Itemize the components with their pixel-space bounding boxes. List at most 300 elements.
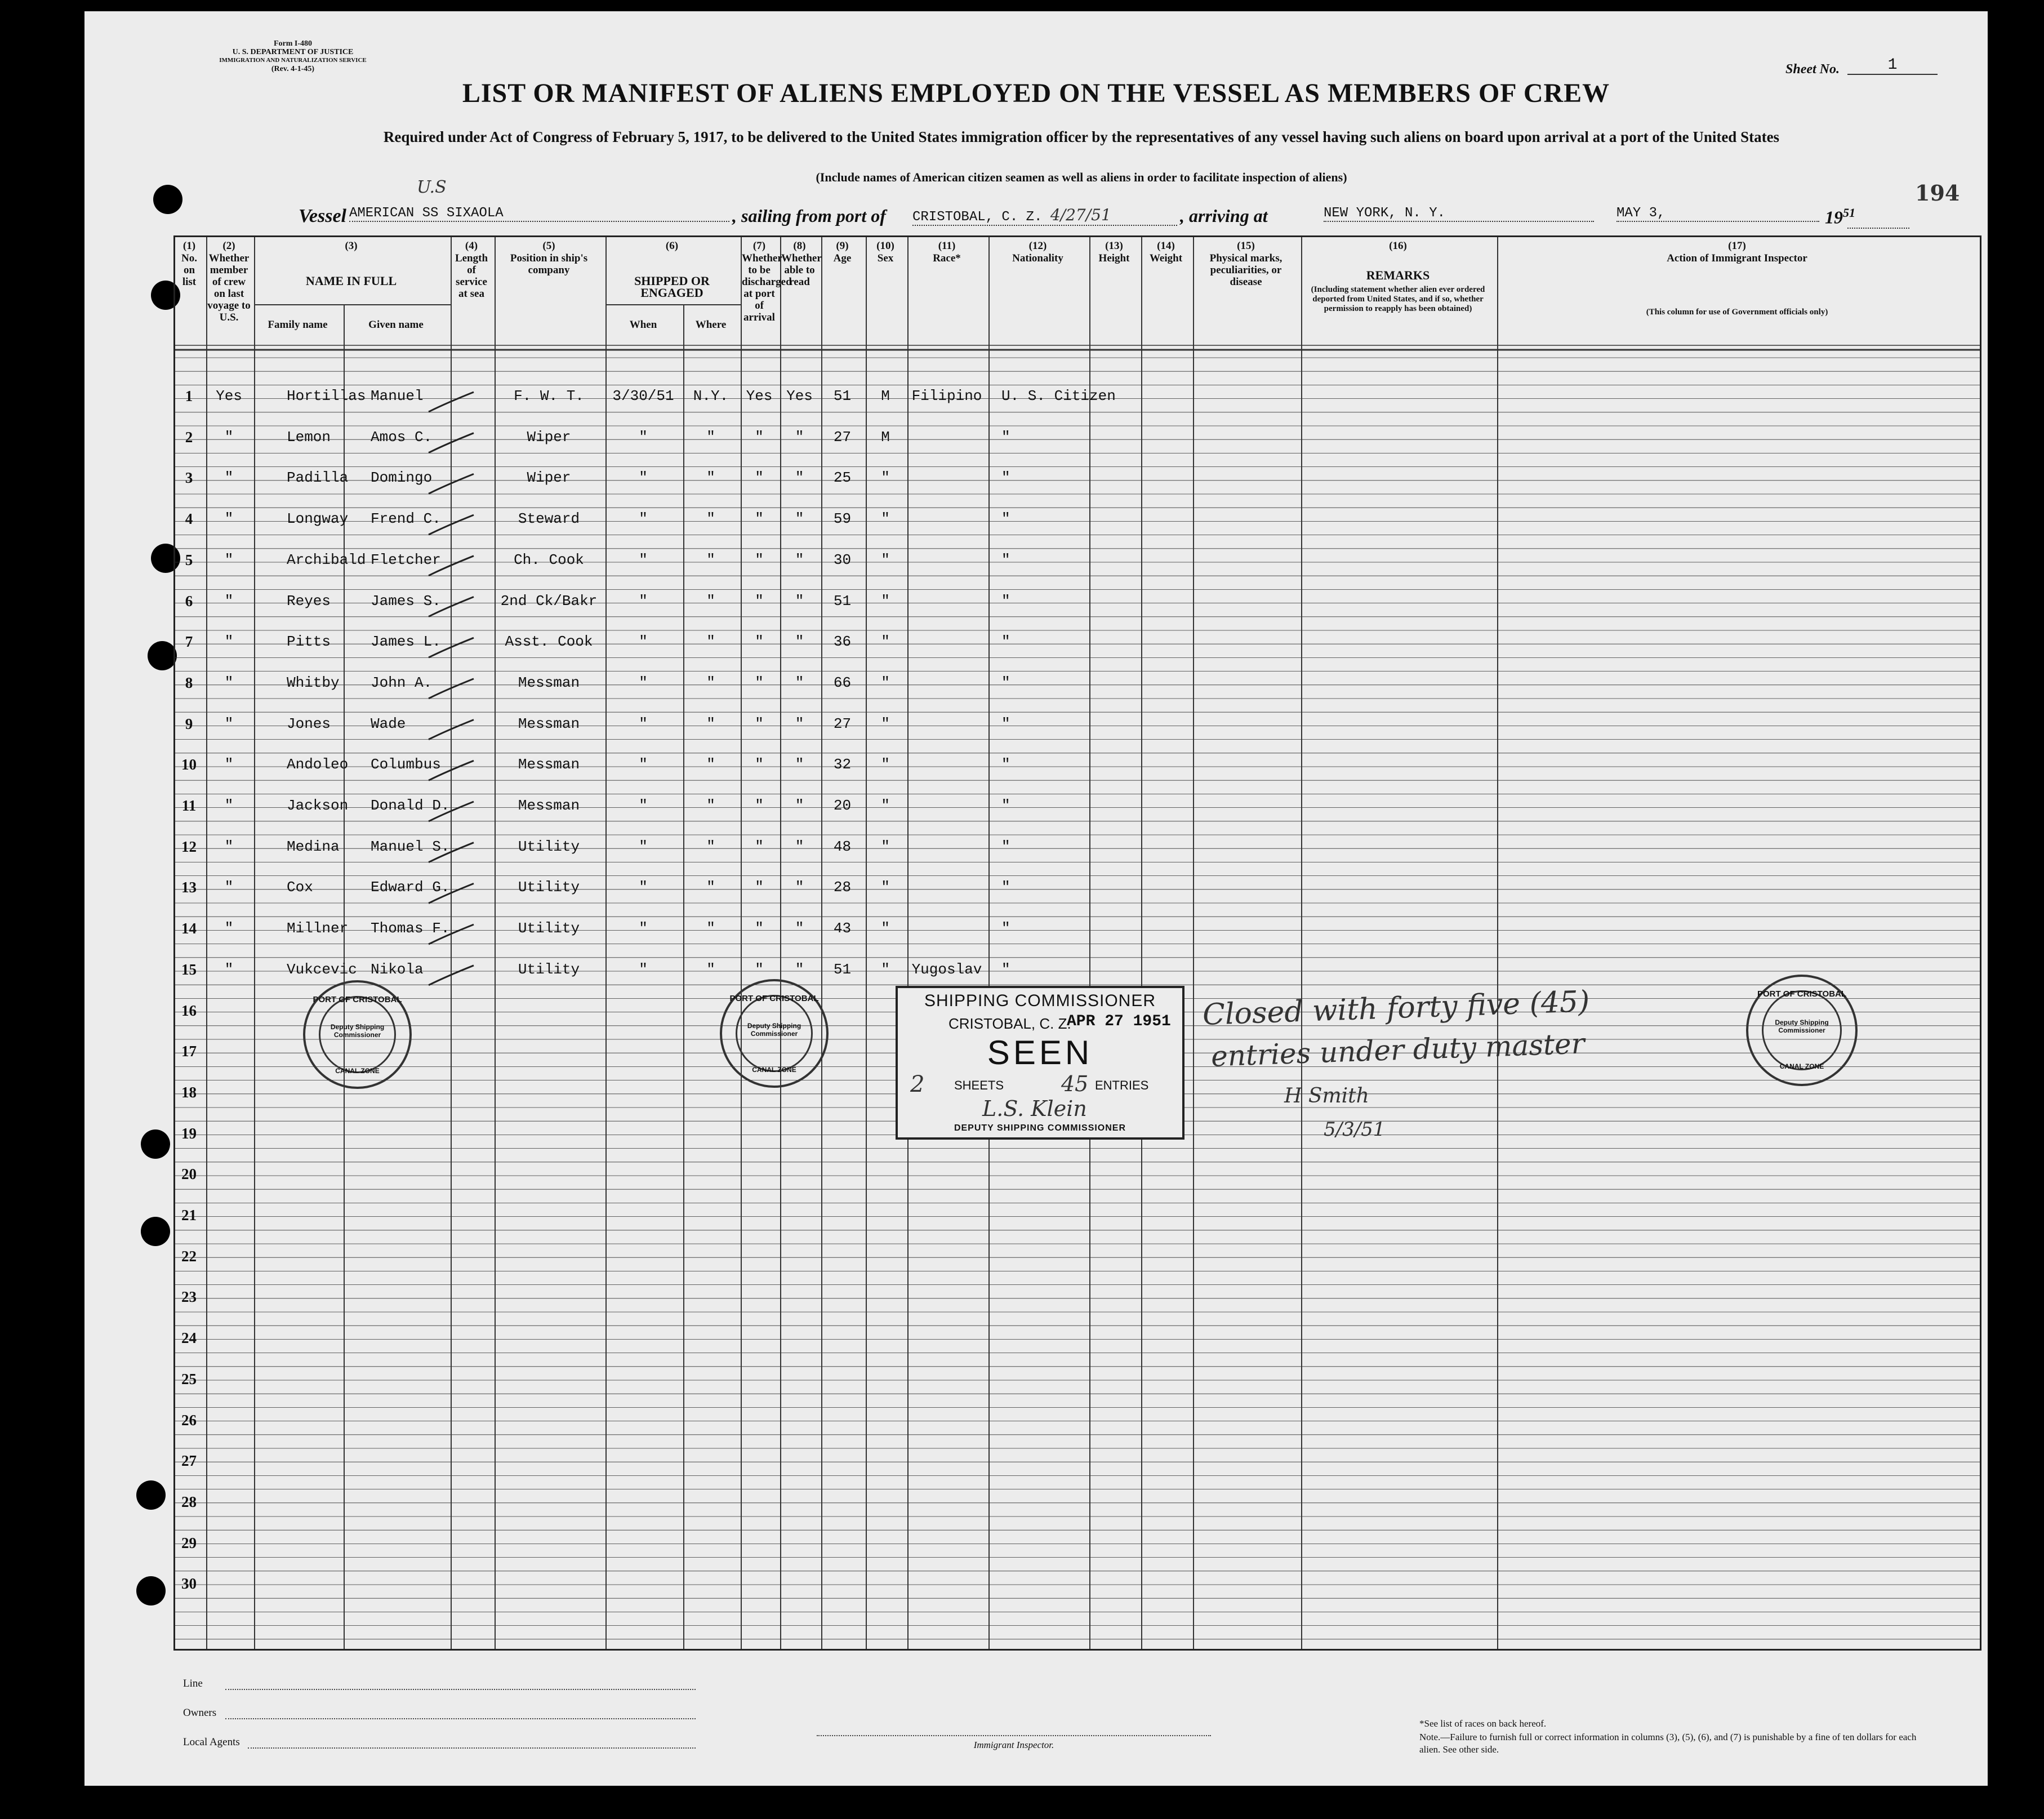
footer-owners-label: Owners [183,1707,217,1719]
crew-sex: " [881,756,890,773]
crew-given-name: John A. [371,674,433,691]
crew-shipped-when: " [639,797,648,814]
departure-port-text: CRISTOBAL, C. Z. [912,210,1043,225]
crew-race: Yugoslav [911,960,982,978]
row-number: 9 [185,715,193,732]
column-number: (1) [182,240,196,252]
crew-sex: " [881,633,890,651]
crew-able-to-read: " [795,797,804,814]
crew-last-voyage: " [224,510,234,528]
column-number: (5) [542,240,555,252]
crew-age: 27 [833,428,852,446]
crew-age: 43 [833,920,852,937]
crew-given-name: Amos C. [371,428,433,446]
crew-able-to-read: " [795,920,804,937]
departure-port [912,206,1177,226]
row-number: 12 [181,838,197,855]
punch-hole [141,1217,170,1246]
column-number: (15) [1237,240,1255,252]
row-number: 25 [181,1370,197,1387]
stamp-signature: L.S. Klein [982,1096,1087,1121]
stamp-title: SHIPPING COMMISSIONER [924,991,1156,1010]
crew-nationality: " [1001,879,1010,896]
crew-family-name: Hortillas [287,388,366,404]
form-service: IMMIGRATION AND NATURALIZATION SERVICE [219,57,367,64]
crew-discharged: " [755,797,764,814]
crew-position: F. W. T. [514,388,584,404]
crew-family-name: Jones [287,715,331,732]
table-body [173,235,1981,1651]
crew-shipped-when: " [639,592,648,610]
column-number: (3) [345,240,358,252]
column-number: (7) [752,240,766,252]
crew-able-to-read: " [795,838,804,855]
handwritten-date: 5/3/51 [1324,1118,1386,1141]
crew-discharged: " [755,960,764,978]
row-number: 22 [181,1247,197,1265]
row-number: 1 [185,388,193,404]
form-dept: U. S. DEPARTMENT OF JUSTICE [232,48,354,56]
crew-shipped-when: " [639,879,648,896]
footer-inspector-label: Immigrant Inspector. [973,1740,1054,1750]
row-number: 17 [181,1043,197,1060]
crew-family-name: Whitby [287,674,340,691]
crew-age: 36 [833,633,852,651]
footer-line-label: Line [183,1678,203,1689]
port-stamp-bottom-text: CANAL ZONE [752,1066,796,1074]
crew-discharged: " [755,838,764,855]
port-stamp-inner-text: Deputy Shipping Commissioner [747,1022,801,1038]
port-stamp-left [303,980,412,1089]
crew-discharged: " [755,428,764,446]
crew-given-name: Wade [371,715,406,732]
crew-last-voyage: " [224,879,234,896]
crew-able-to-read: " [795,756,804,773]
vessel-name: AMERICAN SS SIXAOLA [349,206,729,222]
column-number: (2) [222,240,235,252]
row-number: 28 [181,1493,197,1510]
column-number: (9) [836,240,849,252]
port-stamp-middle [720,979,829,1088]
crew-position: Messman [518,715,580,732]
crew-position: Steward [518,510,580,528]
crew-nationality: " [1001,674,1010,691]
vessel-label: Vessel [299,206,346,226]
column-header: No. on list [181,252,197,288]
crew-last-voyage: " [224,756,234,773]
crew-sex: " [881,592,890,610]
crew-race: Filipino [911,388,982,404]
column-number: (16) [1389,240,1407,252]
form-title: LIST OR MANIFEST OF ALIENS EMPLOYED ON THE VESSEL AS MEMBERS OF CREW [462,78,1610,108]
manifest-sheet [84,11,1988,1786]
crew-last-voyage: " [224,592,234,610]
crew-given-name: Donald D. [371,797,450,814]
crew-last-voyage: " [224,838,234,855]
crew-discharged: " [755,592,764,610]
crew-given-name: Edward G. [371,879,450,896]
crew-sex: M [881,388,890,404]
column-header: SHIPPED OR ENGAGED [634,274,710,300]
crew-age: 30 [833,551,852,568]
crew-shipped-when: " [639,469,648,487]
row-number: 26 [181,1411,197,1429]
crew-age: 28 [833,879,852,896]
crew-able-to-read: " [795,469,804,487]
crew-family-name: Millner [287,920,349,937]
column-header: NAME IN FULL [305,274,397,288]
footer-agents-field [248,1747,696,1749]
crew-position: Messman [518,756,580,773]
sheet-no-label: Sheet No. [1785,62,1840,77]
remarks-note: (Including statement whether alien ever ordered deported from United States, and if so, whether permission to reapply has been obtained) [1311,285,1485,313]
stamp-entries-count: 45 [1061,1071,1089,1096]
row-number: 19 [181,1124,197,1142]
year-underline [1847,228,1909,229]
row-number: 14 [181,920,197,937]
stamp-place: CRISTOBAL, C. Z. [948,1015,1071,1032]
crew-shipped-when: 3/30/51 [612,388,674,404]
row-number: 10 [181,756,197,773]
stamp-entries-label: ENTRIES [1095,1078,1149,1092]
crew-able-to-read: Yes [786,388,813,404]
crew-family-name: Jackson [287,797,349,814]
crew-given-name: Manuel S. [371,838,450,855]
crew-position: Utility [518,838,580,855]
form-header [208,39,377,73]
row-number: 7 [185,633,193,651]
crew-nationality: " [1001,428,1010,446]
handwritten-closing-line1: Closed with forty five (45) [1202,985,1591,1032]
crew-shipped-when: " [639,960,648,978]
column-header: Race* [933,252,961,264]
family-name-header: Family name [268,319,328,331]
crew-last-voyage: " [224,633,234,651]
when-header: When [629,319,657,331]
crew-position: Asst. Cook [505,633,593,651]
shipping-commissioner-stamp [896,986,1184,1140]
crew-sex: " [881,674,890,691]
form-number: Form I-480 [273,39,313,48]
column-header: Weight [1149,252,1183,264]
port-stamp-bottom-text: CANAL ZONE [1779,1062,1824,1070]
footer-owners-field [225,1718,696,1719]
crew-shipped-when: " [639,715,648,732]
crew-nationality: " [1001,469,1010,487]
port-stamp-text: PORT OF CRISTOBAL [1757,989,1847,999]
arrival-date: MAY 3, [1617,206,1819,222]
column-number: (6) [665,240,679,252]
port-stamp-bottom-text: CANAL ZONE [335,1067,380,1075]
crew-age: 59 [833,510,852,528]
row-number: 18 [181,1083,197,1101]
crew-last-voyage: " [224,428,234,446]
column-header: Length of service at sea [455,252,488,300]
port-stamp-inner-text: Deputy Shipping Commissioner [330,1023,385,1039]
crew-able-to-read: " [795,592,804,610]
column-header: Position in ship's company [510,252,588,276]
row-number: 21 [181,1207,197,1224]
arrival-port: NEW YORK, N. Y. [1324,206,1594,222]
crew-family-name: Longway [287,510,349,528]
column-header: Sex [877,252,894,264]
arriving-label: , arriving at [1180,206,1268,226]
handwritten-closing-line2: entries under duty master [1210,1027,1586,1073]
stamp-bottom-text: DEPUTY SHIPPING COMMISSIONER [954,1123,1126,1133]
crew-family-name: Archibald [287,551,366,568]
crew-last-voyage: Yes [216,388,242,404]
crew-given-name: Columbus [371,756,441,773]
column-header: Whether to be discharged at port of arrival [742,252,792,323]
crew-age: 48 [833,838,852,855]
row-number: 23 [181,1288,197,1306]
crew-last-voyage: " [224,469,234,487]
crew-shipped-when: " [639,674,648,691]
crew-able-to-read: " [795,674,804,691]
punch-hole [141,1129,170,1159]
crew-family-name: Vukcevic [287,960,357,978]
crew-discharged: " [755,879,764,896]
stamp-sheets-label: SHEETS [954,1078,1004,1092]
punch-hole [136,1480,166,1510]
row-number: 11 [181,797,197,814]
crew-given-name: Nikola [371,960,424,978]
crew-position: Utility [518,920,580,937]
crew-position: Messman [518,674,580,691]
year-suffix: 51 [1843,206,1855,220]
year-prefix: 19 [1825,207,1843,228]
crew-shipped-when: " [639,633,648,651]
crew-discharged: " [755,715,764,732]
crew-family-name: Lemon [287,428,331,446]
crew-nationality: " [1001,920,1010,937]
crew-last-voyage: " [224,674,234,691]
punch-hole [148,641,177,670]
crew-given-name: Manuel [371,388,424,404]
crew-nationality: " [1001,510,1010,528]
action-note: (This column for use of Government officials only) [1646,308,1828,317]
crew-shipped-when: " [639,428,648,446]
crew-position: Wiper [527,469,571,487]
crew-position: Utility [518,960,580,978]
column-number: (10) [876,240,894,252]
column-number: (8) [793,240,806,252]
crew-shipped-where: " [706,838,715,855]
punch-hole [153,185,182,214]
row-number: 5 [185,551,193,568]
crew-nationality: " [1001,756,1010,773]
row-number: 4 [185,510,193,528]
crew-nationality: " [1001,960,1010,978]
crew-age: 27 [833,715,852,732]
column-header: REMARKS [1366,268,1430,282]
crew-last-voyage: " [224,797,234,814]
form-required-text: Required under Act of Congress of February 5, 1917, to be delivered to the United States immigration officer by the representatives of any vessel having such aliens on board upon arrival at a port of the United States [383,128,1780,145]
crew-discharged: " [755,756,764,773]
crew-shipped-when: " [639,838,648,855]
row-number: 20 [181,1166,197,1183]
crew-given-name: James S. [371,592,441,610]
crew-sex: " [881,715,890,732]
sailing-label: , sailing from port of [732,206,886,226]
crew-able-to-read: " [795,510,804,528]
footer-agents-label: Local Agents [183,1736,240,1748]
crew-sex: " [881,879,890,896]
port-stamp-text: PORT OF CRISTOBAL [313,995,402,1004]
row-number: 27 [181,1452,197,1470]
crew-sex: " [881,551,890,568]
crew-shipped-where: N.Y. [693,388,729,404]
column-header: Physical marks, peculiarities, or disease [1209,252,1282,288]
footer-fine-note: Note.—Failure to furnish full or correct information in columns (3), (5), (6), and (7) is punishable by a fine of ten dollars for each alien. See other side. [1419,1732,1917,1755]
crew-given-name: James L. [371,633,441,651]
column-header: Height [1098,252,1130,264]
crew-last-voyage: " [224,551,234,568]
column-number: (13) [1105,240,1123,252]
crew-sex: " [881,960,890,978]
crew-sex: " [881,838,890,855]
crew-discharged: Yes [746,388,773,404]
row-number: 15 [181,960,197,978]
crew-age: 25 [833,469,852,487]
crew-discharged: " [755,674,764,691]
crew-age: 51 [833,960,852,978]
crew-age: 66 [833,674,852,691]
crew-shipped-when: " [639,510,648,528]
departure-date: 4/27/51 [1050,206,1111,224]
crew-age: 51 [833,388,852,404]
row-number: 29 [181,1534,197,1551]
form-rev: (Rev. 4-1-45) [271,65,315,73]
crew-discharged: " [755,633,764,651]
crew-last-voyage: " [224,920,234,937]
crew-shipped-when: " [639,551,648,568]
port-stamp-inner-text: Deputy Shipping Commissioner [1775,1019,1829,1034]
crew-shipped-where: " [706,960,715,978]
crew-shipped-where: " [706,674,715,691]
crew-sex: " [881,797,890,814]
crew-position: Messman [518,797,580,814]
crew-family-name: Pitts [287,633,331,651]
column-number: (11) [938,240,956,252]
crew-able-to-read: " [795,879,804,896]
stamp-date: APR 27 1951 [1067,1013,1171,1030]
arrival-year [1825,206,1855,228]
handwritten-initials: H Smith [1284,1084,1369,1108]
column-header: Nationality [1012,252,1063,264]
crew-sex: " [881,920,890,937]
crew-discharged: " [755,469,764,487]
column-number: (17) [1728,240,1746,252]
column-header: Age [833,252,852,264]
row-number: 6 [185,592,193,610]
punch-hole [136,1576,166,1605]
crew-able-to-read: " [795,715,804,732]
footer-inspector-line [817,1735,1211,1736]
crew-nationality: " [1001,797,1010,814]
crew-family-name: Andoleo [287,756,349,773]
column-number: (4) [465,240,478,252]
row-number: 30 [181,1575,197,1593]
crew-family-name: Reyes [287,592,331,610]
crew-nationality: " [1001,633,1010,651]
crew-family-name: Medina [287,838,340,855]
crew-position: Utility [518,879,580,896]
crew-able-to-read: " [795,428,804,446]
crew-shipped-where: " [706,633,715,651]
crew-shipped-where: " [706,428,715,446]
page-mark: 194 [1915,180,1960,206]
crew-last-voyage: " [224,715,234,732]
crew-shipped-where: " [706,510,715,528]
crew-given-name: Frend C. [371,510,441,528]
row-number: 8 [185,674,193,691]
stamp-seen: SEEN [987,1034,1093,1071]
crew-position: 2nd Ck/Bakr [500,592,598,610]
crew-nationality: " [1001,592,1010,610]
crew-nationality: " [1001,715,1010,732]
column-number: (14) [1157,240,1175,252]
footer-races-note: *See list of races on back hereof. [1419,1718,1547,1729]
crew-shipped-when: " [639,756,648,773]
sheet-no-value: 1 [1847,56,1938,75]
crew-discharged: " [755,920,764,937]
crew-position: Ch. Cook [514,551,584,568]
row-number: 13 [181,879,197,896]
form-include-text: (Include names of American citizen seamen as well as aliens in order to facilitate inspection of aliens) [816,170,1347,184]
row-number: 3 [185,469,193,487]
crew-age: 32 [833,756,852,773]
column-number: (12) [1028,240,1047,252]
crew-age: 20 [833,797,852,814]
vessel-us-note: U.S [417,177,447,197]
crew-given-name: Fletcher [371,551,441,568]
crew-able-to-read: " [795,633,804,651]
row-number: 2 [185,428,193,446]
crew-shipped-when: " [639,920,648,937]
port-stamp-right [1746,975,1858,1086]
crew-given-name: Thomas F. [371,920,450,937]
crew-discharged: " [755,510,764,528]
crew-shipped-where: " [706,756,715,773]
crew-shipped-where: " [706,920,715,937]
row-number: 24 [181,1329,197,1347]
crew-shipped-where: " [706,592,715,610]
crew-nationality: " [1001,551,1010,568]
crew-family-name: Cox [287,879,313,896]
row-number: 16 [181,1002,197,1019]
footer-line-field [225,1689,696,1690]
crew-shipped-where: " [706,797,715,814]
crew-nationality: U. S. Citizen [1001,388,1116,404]
crew-sex: " [881,469,890,487]
crew-family-name: Padilla [287,469,349,487]
crew-discharged: " [755,551,764,568]
given-name-header: Given name [368,319,424,331]
crew-able-to-read: " [795,551,804,568]
column-header: Action of Immigrant Inspector [1667,252,1807,264]
crew-age: 51 [833,592,852,610]
crew-sex: " [881,510,890,528]
crew-shipped-where: " [706,469,715,487]
port-stamp-text: PORT OF CRISTOBAL [729,994,819,1003]
crew-able-to-read: " [795,960,804,978]
column-header: Whether member of crew on last voyage to U.S. [207,252,251,323]
stamp-sheets-count: 2 [910,1071,925,1097]
crew-shipped-where: " [706,551,715,568]
crew-last-voyage: " [224,960,234,978]
crew-sex: M [881,428,890,446]
